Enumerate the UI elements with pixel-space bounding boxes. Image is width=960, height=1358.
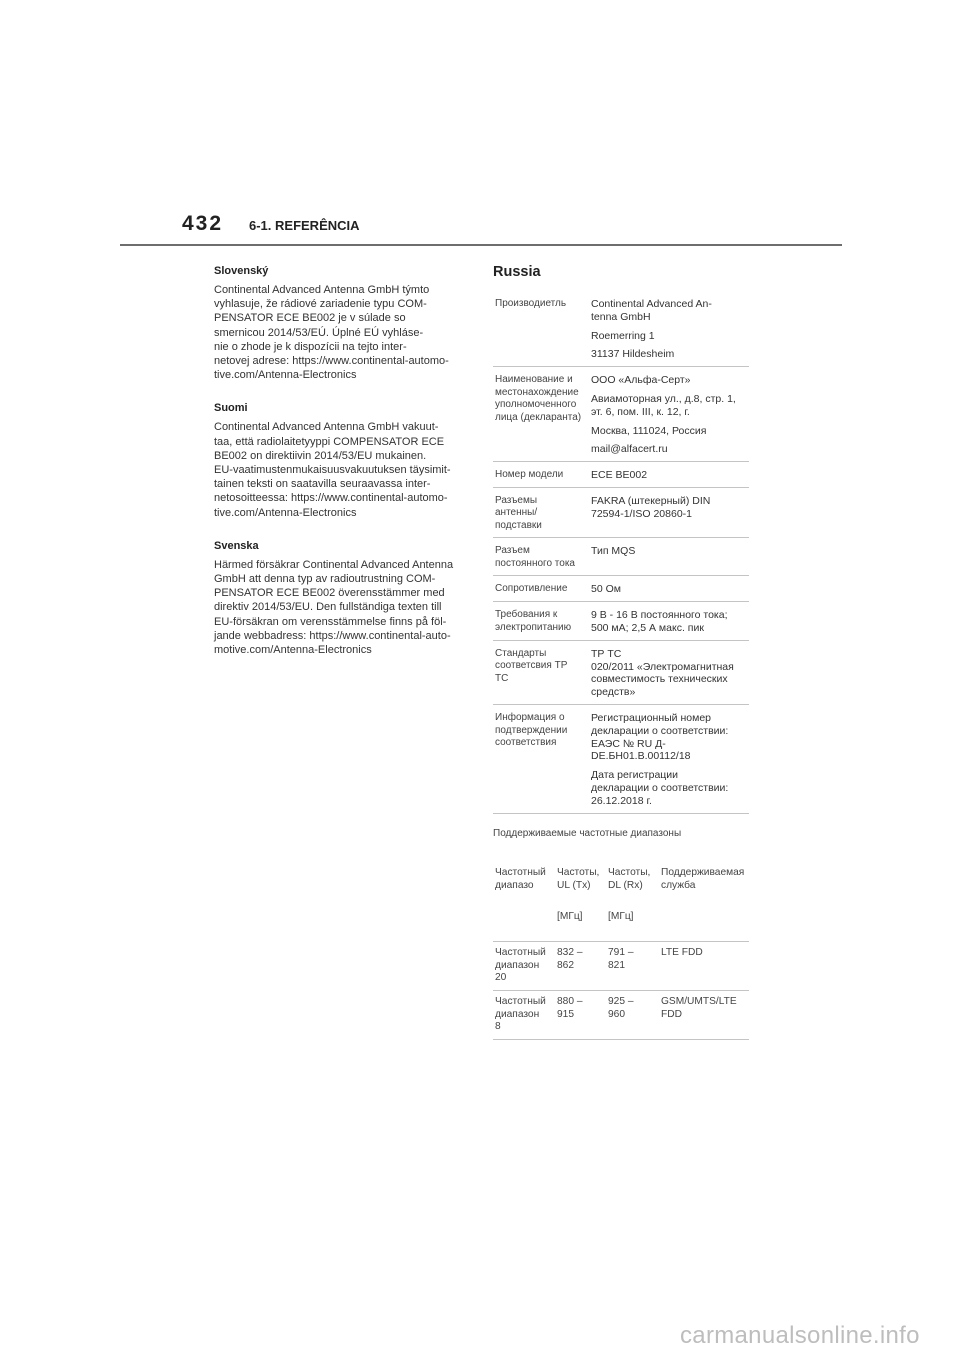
frequency-table (493, 850, 749, 1040)
row-label: Номер модели (495, 469, 564, 481)
lang-heading: Suomi (214, 402, 248, 415)
header-cell (493, 855, 557, 937)
table-row (493, 488, 749, 539)
declaration-table (493, 291, 749, 814)
row-value (591, 374, 749, 456)
cell: Частотный диапазон 8 (495, 995, 546, 1033)
watermark: carmanualsonline.info (680, 1322, 920, 1349)
russia-title: Russia (493, 264, 541, 280)
row-label: Требования к электропитанию (495, 609, 572, 633)
value-line: ООО «Альфа-Серт» (591, 374, 691, 387)
table-row (493, 641, 749, 705)
lang-heading: Svenska (214, 539, 259, 552)
value-line: Тип MQS (591, 545, 636, 558)
right-column (493, 263, 749, 1040)
page-number: 432 (182, 212, 224, 235)
header-cell (661, 855, 749, 937)
cell: 832 – 862 (557, 947, 583, 971)
value-line: Москва, 111024, Россия (591, 424, 707, 437)
header-cell (557, 855, 608, 937)
table-row (493, 291, 749, 367)
frequency-caption: Поддерживаемые частотные диапазоны (493, 827, 682, 839)
row-label: Производиетль (495, 298, 567, 309)
cell: Частотный диапазон 20 (495, 947, 546, 984)
value-line: 9 В - 16 В постоянного тока; 500 мА; 2,5 А макс. пик (591, 609, 728, 635)
header-text: Частотный диапазо (495, 867, 546, 891)
table-row (493, 602, 749, 641)
cell: 880 – 915 (557, 995, 583, 1020)
value-line: Continental Advanced An- tenna GmbH (591, 298, 712, 323)
lang-body: Continental Advanced Antenna GmbH týmto vyhlasuje, že rádiové zariadenie typu COM- PENSATOR ECE BE002 je v súlade so smernicou 2014/53/EÚ. Úplné EÚ vyhláse- nie o zhode je k dispozícii na tejto inter- netovej adrese: https://www.continental-automo- tive.com/Antenna-Electronics (214, 284, 449, 382)
value-line: ECE BE002 (591, 469, 648, 482)
header-text: Частоты, DL (Rx) (608, 867, 651, 891)
cell: GSM/UMTS/LTE FDD (661, 995, 737, 1020)
frequency-row (493, 942, 749, 991)
row-value (591, 469, 749, 482)
lang-body: Härmed försäkrar Continental Advanced Antenna GmbH att denna typ av radioutrustning COM- PENSATOR ECE BE002 överensstämmer med direktiv 2014/53/EU. Den fullständiga texten till EU-försäkran om verensstämmelse finns på föl- jande webbadress: https://www.continental-auto- motive.com/Antenna-Electronics (214, 558, 454, 657)
frequency-row (493, 991, 749, 1040)
section-title: 6-1. REFERÊNCIA (249, 218, 360, 233)
cell: 791 – 821 (608, 947, 634, 971)
page-header (120, 212, 842, 248)
header-unit: [МГц] (557, 911, 583, 922)
value-line: 50 Ом (591, 583, 621, 596)
cell: LTE FDD (661, 947, 703, 959)
table-row (493, 576, 749, 602)
row-value (591, 712, 749, 808)
header-unit: [МГц] (608, 911, 634, 922)
row-label: Разъемы антенны/ подставки (495, 494, 542, 531)
value-line: Дата регистрации декларации о соответствии: 26.12.2018 г. (591, 769, 729, 807)
value-line: Авиамоторная ул., д.8, стр. 1, эт. 6, пом. III, к. 12, г. (591, 392, 736, 418)
row-value (591, 298, 749, 361)
left-column (214, 264, 466, 676)
row-value (591, 545, 749, 570)
row-label: Разъем постоянного тока (495, 545, 575, 569)
table-row (493, 462, 749, 488)
value-line: 31137 Hildesheim (591, 348, 675, 361)
row-label: Стандарты соответсвия ТР ТС (495, 647, 568, 684)
lang-section-svenska (214, 539, 466, 657)
lang-section-slovensky (214, 264, 466, 382)
row-value (591, 583, 749, 596)
lang-section-suomi (214, 401, 466, 519)
value-line: ТР ТС 020/2011 «Электромагнитная совместимость технических средств» (591, 647, 734, 699)
table-row (493, 538, 749, 576)
row-label: Сопротивление (495, 583, 568, 595)
value-line: Roemerring 1 (591, 329, 655, 342)
header-divider (120, 244, 842, 246)
table-row (493, 705, 749, 814)
lang-heading: Slovenský (214, 265, 269, 277)
table-row (493, 367, 749, 462)
value-line: FAKRA (штекерный) DIN 72594-1/ISO 20860-1 (591, 494, 711, 520)
header-text: Поддерживаемая служба (661, 867, 745, 891)
row-label: Наименование и местонахождение уполномоченного лица (декларанта) (495, 374, 582, 423)
row-value (591, 609, 749, 635)
header-text: Частоты, UL (Tx) (557, 867, 600, 891)
value-line: mail@alfacert.ru (591, 443, 668, 456)
header-cell (608, 855, 661, 937)
frequency-header-row (493, 850, 749, 943)
value-line: Регистрационный номер декларации о соответствии: ЕАЭС № RU Д- DE.БН01.В.00112/18 (591, 712, 729, 763)
lang-body: Continental Advanced Antenna GmbH vakuut- taa, että radiolaitetyyppi COMPENSATOR ECE BE002 on direktiivin 2014/53/EU mukainen. EU-vaatimustenmukaisuusvakuutuksen täysimit- tainen teksti on saatavilla seuraavassa inter- netosoitteessa: https://www.continental-automo- tive.com/Antenna-Electronics (214, 421, 451, 519)
row-value (591, 495, 749, 533)
row-label: Информация о подтверждении соответствия (495, 712, 568, 749)
row-value (591, 648, 749, 699)
cell: 925 – 960 (608, 995, 634, 1020)
